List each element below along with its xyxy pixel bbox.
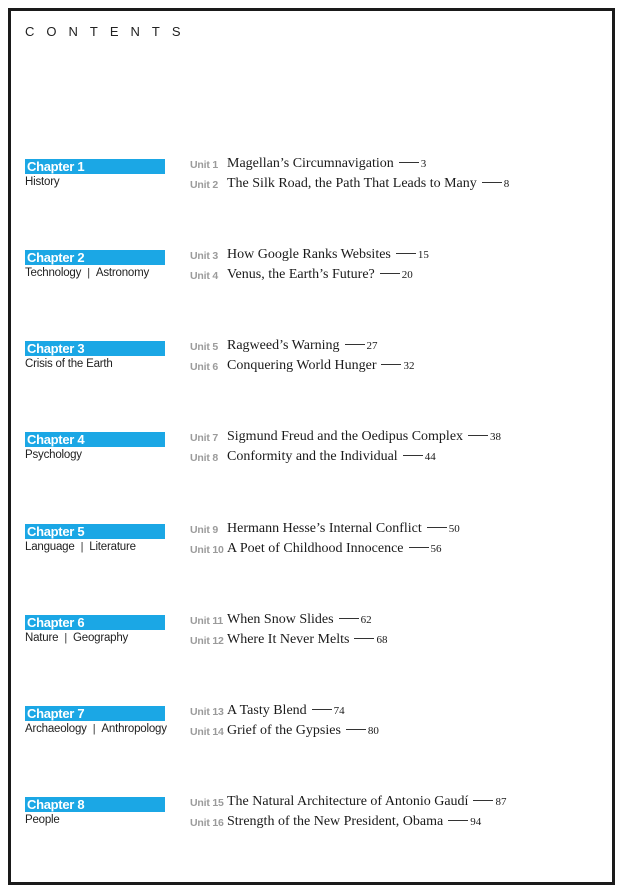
unit-title (227, 358, 414, 374)
unit-title (227, 449, 436, 465)
page-number: 38 (490, 431, 502, 443)
chapter-topics (25, 449, 82, 461)
page-number: 68 (376, 634, 388, 646)
unit-number: Unit 4 (190, 270, 218, 282)
chapter-topics (25, 723, 167, 735)
page-number: 27 (366, 340, 378, 352)
unit-title (227, 703, 345, 719)
leader-dash (312, 709, 332, 710)
chapter-topic: History (25, 176, 60, 188)
unit-title-text: Ragweed’s Warning (227, 338, 340, 353)
unit-title-text: Sigmund Freud and the Oedipus Complex (227, 429, 464, 444)
topic-separator: | (92, 723, 96, 735)
unit-number: Unit 8 (190, 452, 218, 464)
page-number: 3 (420, 158, 427, 170)
unit-title (227, 429, 501, 445)
contents-heading: CONTENTS (25, 24, 193, 39)
chapter-topics (25, 358, 113, 370)
unit-title-text: When Snow Slides (227, 612, 334, 627)
chapter-block (25, 338, 615, 385)
unit-number: Unit 1 (190, 159, 218, 171)
unit-number: Unit 12 (190, 635, 224, 647)
unit-title (227, 632, 387, 648)
unit-title (227, 541, 442, 557)
page-number: 50 (448, 523, 460, 535)
page-number: 87 (495, 796, 507, 808)
chapter-block (25, 247, 615, 294)
page-number: 44 (424, 451, 436, 463)
leader-dash (345, 344, 365, 345)
chapter-topic: Literature (89, 541, 136, 553)
leader-dash (399, 162, 419, 163)
chapter-topics (25, 814, 60, 826)
unit-title (227, 814, 481, 830)
unit-number: Unit 14 (190, 726, 224, 738)
chapter-topic: Anthropology (101, 723, 167, 735)
leader-dash (354, 638, 374, 639)
chapter-topic: Geography (73, 632, 129, 644)
unit-number: Unit 6 (190, 361, 218, 373)
chapter-topic: Archaeology (25, 723, 87, 735)
page-number: 56 (430, 543, 442, 555)
chapter-topic: People (25, 814, 60, 826)
topic-separator: | (87, 267, 90, 279)
chapter-label: Chapter 7 (25, 706, 165, 721)
page-number: 94 (470, 816, 482, 828)
unit-number: Unit 9 (190, 524, 218, 536)
chapter-topic: Language (25, 541, 75, 553)
leader-dash (448, 820, 468, 821)
chapter-topics (25, 541, 136, 553)
chapter-label: Chapter 8 (25, 797, 165, 812)
chapter-label: Chapter 6 (25, 615, 165, 630)
unit-title-text: Magellan’s Circumnavigation (227, 156, 394, 171)
leader-dash (339, 618, 359, 619)
leader-dash (381, 364, 401, 365)
page-number: 8 (503, 178, 510, 190)
unit-title-text: The Silk Road, the Path That Leads to Many (227, 176, 477, 191)
unit-number: Unit 2 (190, 179, 218, 191)
page-number: 74 (333, 705, 345, 717)
unit-number: Unit 11 (190, 615, 224, 627)
unit-title-text: Hermann Hesse’s Internal Conflict (227, 521, 422, 536)
unit-number: Unit 13 (190, 706, 224, 718)
unit-title (227, 612, 372, 628)
chapter-block (25, 794, 615, 841)
chapter-block (25, 521, 615, 568)
unit-title-text: Grief of the Gypsies (227, 723, 341, 738)
leader-dash (396, 253, 416, 254)
leader-dash (427, 527, 447, 528)
chapter-label: Chapter 3 (25, 341, 165, 356)
leader-dash (403, 455, 423, 456)
chapter-topic: Technology (25, 267, 82, 279)
unit-title (227, 723, 379, 739)
chapter-topics (25, 267, 149, 279)
unit-number: Unit 16 (190, 817, 224, 829)
unit-title-text: Strength of the New President, Obama (227, 814, 444, 829)
unit-title (227, 267, 413, 283)
chapter-topic: Crisis of the Earth (25, 358, 113, 370)
unit-number: Unit 7 (190, 432, 218, 444)
leader-dash (473, 800, 493, 801)
unit-title-text: Where It Never Melts (227, 632, 350, 647)
unit-title (227, 338, 378, 354)
leader-dash (468, 435, 488, 436)
unit-title-text: How Google Ranks Websites (227, 247, 391, 262)
chapter-block (25, 703, 615, 750)
chapter-topic: Astronomy (95, 267, 150, 279)
page-number: 15 (417, 249, 429, 261)
leader-dash (482, 182, 502, 183)
page-number: 80 (367, 725, 379, 737)
page-number: 32 (403, 360, 415, 372)
unit-title (227, 794, 506, 810)
chapter-topic: Psychology (25, 449, 82, 461)
leader-dash (380, 273, 400, 274)
unit-title (227, 176, 509, 192)
unit-title-text: The Natural Architecture of Antonio Gaudí (227, 794, 469, 809)
unit-title (227, 247, 429, 263)
unit-number: Unit 15 (190, 797, 224, 809)
chapter-topics (25, 632, 128, 644)
leader-dash (409, 547, 429, 548)
chapter-block (25, 156, 615, 203)
chapter-label: Chapter 4 (25, 432, 165, 447)
unit-number: Unit 10 (190, 544, 224, 556)
unit-title (227, 156, 426, 172)
chapter-block (25, 612, 615, 659)
chapter-topic: Nature (25, 632, 59, 644)
chapter-label: Chapter 2 (25, 250, 165, 265)
chapter-label: Chapter 5 (25, 524, 165, 539)
page-number: 62 (360, 614, 372, 626)
page-number: 20 (401, 269, 413, 281)
chapter-block (25, 429, 615, 476)
unit-title-text: Conformity and the Individual (227, 449, 398, 464)
unit-title-text: Venus, the Earth’s Future? (227, 267, 375, 282)
topic-separator: | (64, 632, 67, 644)
topic-separator: | (80, 541, 84, 553)
chapter-label: Chapter 1 (25, 159, 165, 174)
unit-title (227, 521, 460, 537)
unit-title-text: A Poet of Childhood Innocence (227, 541, 404, 556)
chapter-topics (25, 176, 59, 188)
unit-title-text: Conquering World Hunger (227, 358, 377, 373)
unit-number: Unit 3 (190, 250, 218, 262)
unit-title-text: A Tasty Blend (227, 703, 307, 718)
leader-dash (346, 729, 366, 730)
unit-number: Unit 5 (190, 341, 218, 353)
page-frame (8, 8, 615, 885)
